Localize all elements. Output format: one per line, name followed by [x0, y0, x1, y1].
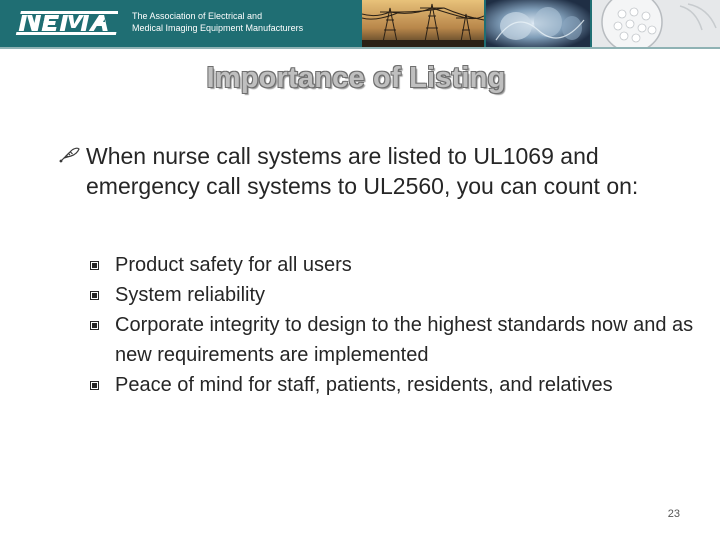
square-bullet-icon	[90, 381, 99, 390]
list-item	[86, 370, 706, 400]
association-tagline	[132, 10, 372, 34]
banner-divider	[0, 47, 720, 49]
feather-quill-bullet-icon	[58, 146, 80, 164]
main-bullet-text: When nurse call systems are listed to UL1069 and emergency call systems to UL2560, you can count on:	[86, 143, 639, 199]
tagline-line-2: Medical Imaging Equipment Manufacturers	[132, 23, 304, 33]
sub-bullet-text: System reliability	[115, 284, 266, 306]
header-banner	[0, 0, 720, 47]
sub-bullet-text: Peace of mind for staff, patients, residents, and relatives	[115, 374, 613, 396]
tagline-line-1: The Association of Electrical and	[132, 11, 263, 21]
square-bullet-icon	[90, 291, 99, 300]
nema-logo	[14, 6, 118, 40]
power-lines-photo	[362, 0, 484, 47]
square-bullet-icon	[90, 261, 99, 270]
page-number: 23	[667, 508, 680, 520]
sub-bullet-text: Corporate integrity to design to the highest standards now and as new requirements are implemented	[115, 314, 694, 366]
sub-bullet-text: Product safety for all users	[115, 254, 352, 276]
list-item	[86, 310, 706, 370]
square-bullet-icon	[90, 321, 99, 330]
sub-bullet-list	[86, 250, 706, 400]
list-item	[86, 250, 706, 280]
medical-imaging-photo	[486, 0, 590, 47]
led-lamp-photo	[592, 0, 720, 47]
slide-title: Importance of Listing	[206, 62, 506, 94]
list-item	[86, 280, 706, 310]
